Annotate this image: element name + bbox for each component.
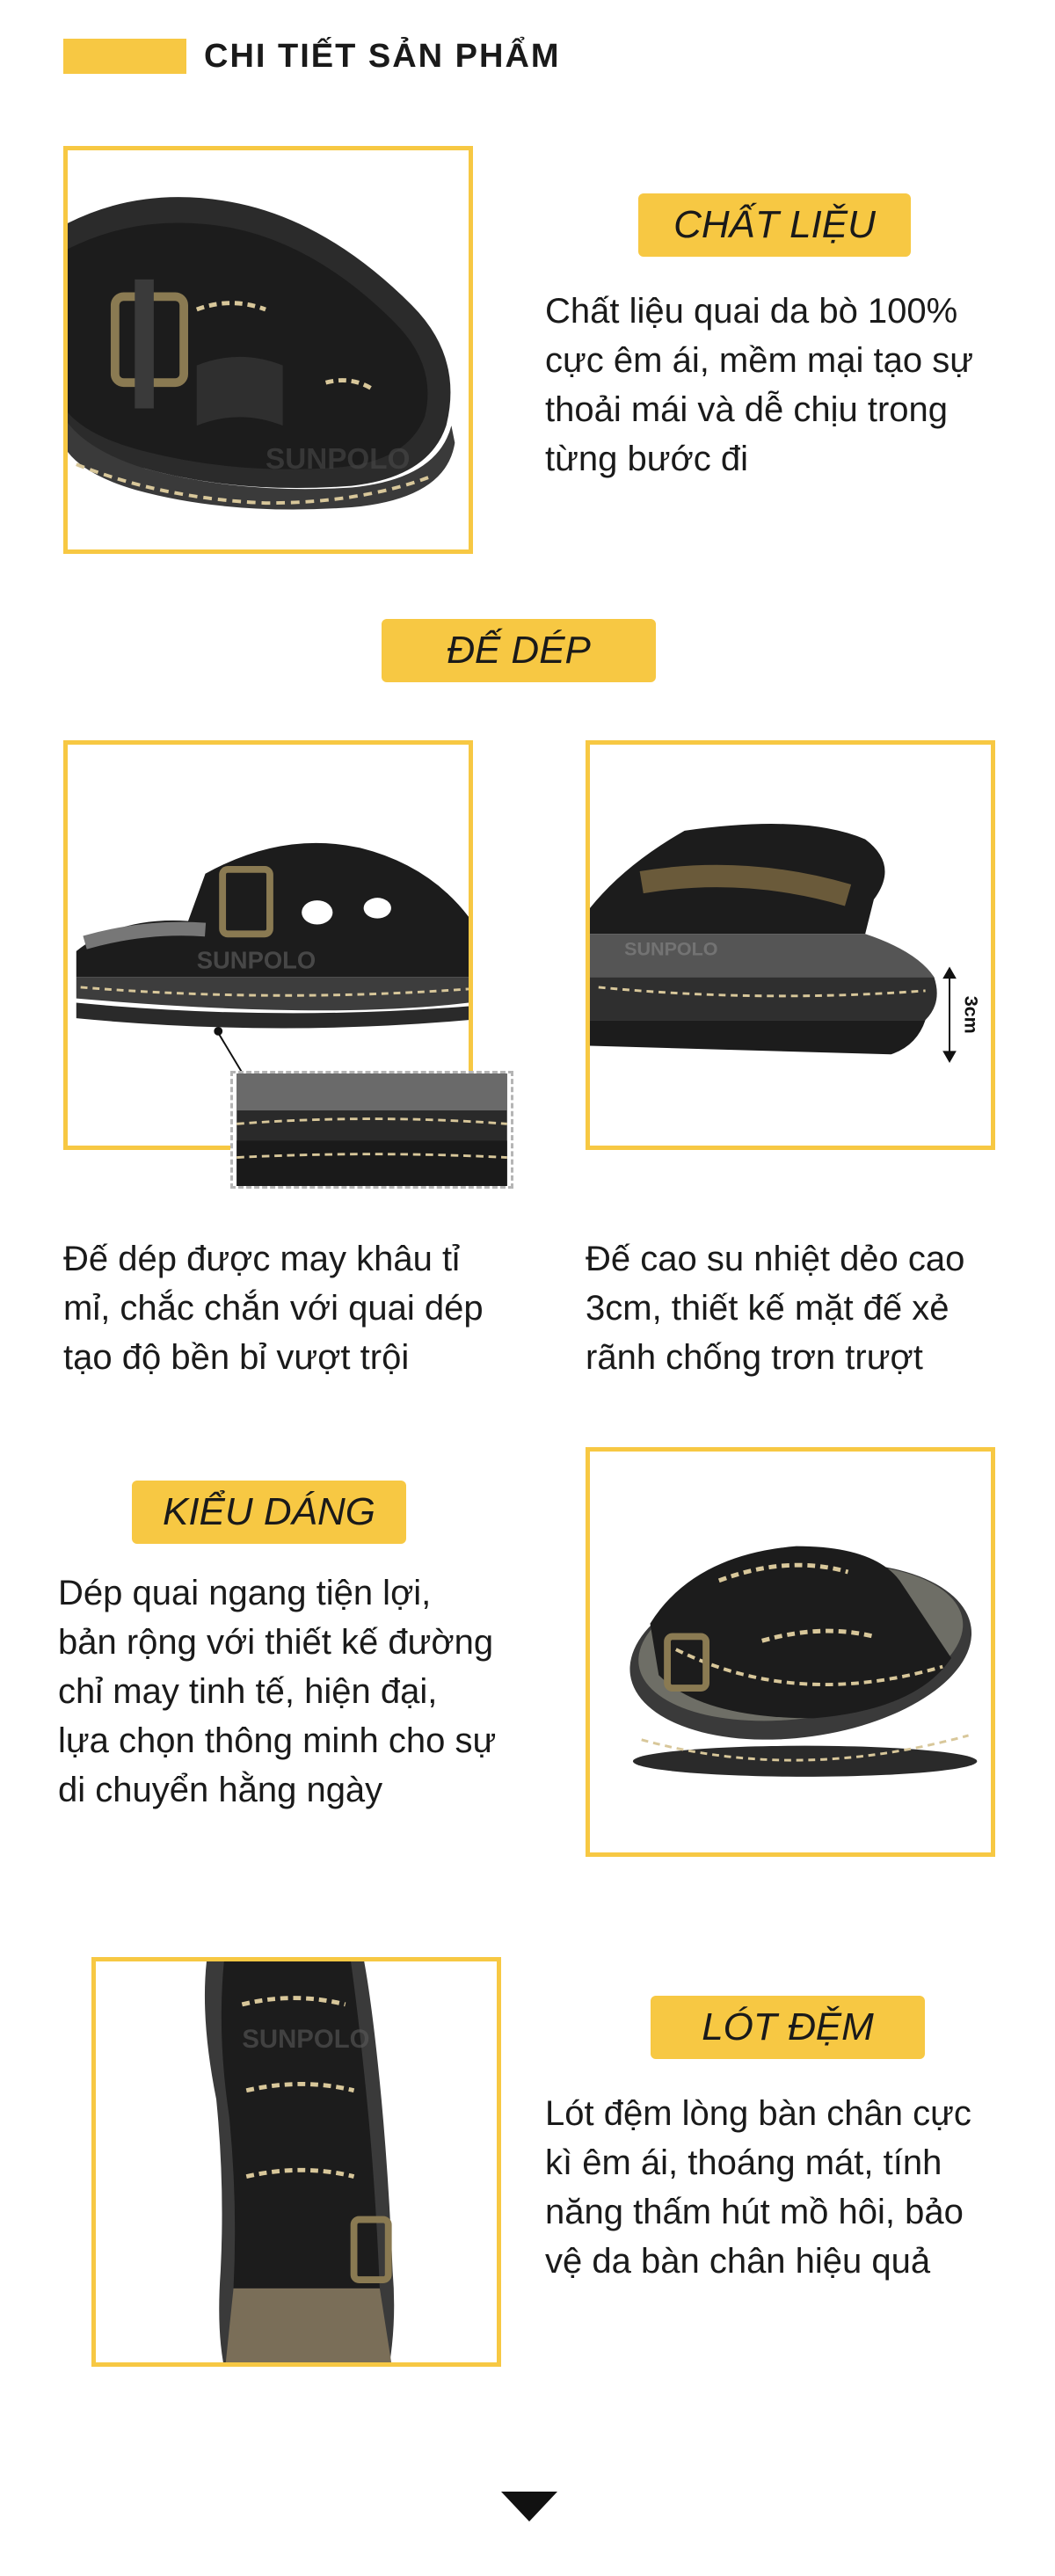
sole-height-label: 3cm (960, 995, 982, 1034)
sole-stitching-closeup (233, 1073, 511, 1186)
style-line: Dép quai ngang tiện lợi, (58, 1574, 432, 1612)
svg-text:SUNPOLO: SUNPOLO (242, 2024, 370, 2054)
style-line: di chuyển hằng ngày (58, 1771, 383, 1809)
triangle-down-icon[interactable] (501, 2492, 557, 2521)
style-line: bản rộng với thiết kế đường (58, 1623, 494, 1662)
sandal-top-image (96, 1961, 497, 2362)
sole-label: ĐẾ DÉP (382, 619, 656, 682)
material-image-frame (63, 146, 473, 554)
sole-left-line: mỉ, chắc chắn với quai dép (63, 1289, 484, 1328)
svg-text:SUNPOLO: SUNPOLO (196, 946, 316, 974)
insole-label: LÓT ĐỆM (651, 1996, 925, 2059)
material-line: cực êm ái, mềm mại tạo sự (545, 341, 973, 380)
style-line: lựa chọn thông minh cho sự (58, 1721, 497, 1760)
sole-right-line: Đế cao su nhiệt dẻo cao (586, 1240, 965, 1278)
sole-left-line: Đế dép được may khâu tỉ (63, 1240, 460, 1278)
insole-line: vệ da bàn chân hiệu quả (545, 2242, 931, 2281)
material-description (545, 287, 973, 484)
style-image-frame (586, 1447, 995, 1857)
sole-right-line: 3cm, thiết kế mặt đế xẻ (586, 1289, 950, 1328)
material-line: thoải mái và dễ chịu trong (545, 390, 949, 429)
sandal-closeup-image (68, 150, 469, 549)
material-label: CHẤT LIỆU (638, 193, 911, 257)
style-description (58, 1568, 496, 1815)
style-line: chỉ may tinh tế, hiện đại, (58, 1672, 438, 1711)
insole-line: Lót đệm lòng bàn chân cực (545, 2094, 971, 2133)
insole-line: năng thấm hút mồ hôi, bảo (545, 2193, 964, 2231)
sole-right-line: rãnh chống trơn trượt (586, 1338, 923, 1377)
header-accent-bar (63, 39, 186, 74)
sole-zoom-inset (230, 1071, 513, 1189)
sole-left-line: tạo độ bền bỉ vượt trội (63, 1338, 410, 1377)
material-line: Chất liệu quai da bò 100% (545, 292, 958, 331)
sole-left-description (63, 1234, 484, 1382)
sole-height-image-frame (586, 740, 995, 1150)
sandal-heel-image (590, 745, 991, 1146)
brand-watermark: SUNPOLO (266, 443, 411, 477)
insole-line: kì êm ái, thoáng mát, tính (545, 2143, 942, 2182)
material-line: từng bước đi (545, 440, 748, 478)
page-title: CHI TIẾT SẢN PHẨM (204, 38, 561, 75)
svg-text:SUNPOLO: SUNPOLO (624, 938, 718, 960)
style-label: KIỂU DÁNG (132, 1481, 406, 1544)
sole-right-description (586, 1234, 964, 1382)
insole-image-frame (91, 1957, 501, 2367)
insole-description (545, 2089, 971, 2286)
sandal-angle-image (590, 1452, 991, 1852)
